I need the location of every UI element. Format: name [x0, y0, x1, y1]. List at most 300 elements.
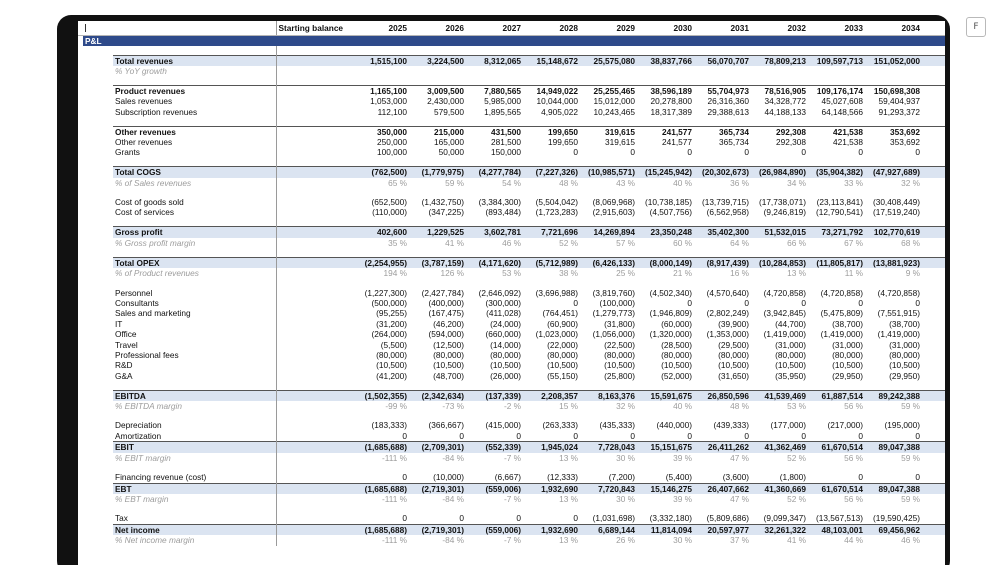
row-label[interactable]: Office — [113, 329, 276, 339]
value-cell[interactable]: 102,770,619 — [865, 227, 922, 238]
value-cell[interactable]: 59,404,937 — [878, 96, 920, 107]
value-cell[interactable]: 59 % — [901, 452, 920, 463]
value-cell[interactable] — [922, 137, 945, 147]
value-cell[interactable] — [922, 360, 945, 370]
value-cell[interactable]: 50,000 — [438, 147, 464, 158]
value-cell[interactable]: (26,984,890) — [751, 167, 808, 178]
value-cell[interactable] — [922, 340, 945, 350]
value-cell[interactable]: 26,316,360 — [707, 96, 749, 107]
value-cell[interactable]: 165,000 — [434, 136, 464, 147]
value-cell[interactable]: (31,000) — [832, 339, 863, 350]
value-cell[interactable] — [276, 371, 354, 381]
value-cell[interactable]: 15 % — [559, 401, 578, 412]
value-cell[interactable]: (28,500) — [661, 339, 692, 350]
value-cell[interactable]: 292,308 — [751, 126, 808, 137]
value-cell[interactable]: (764,451) — [542, 308, 578, 319]
value-cell[interactable]: (60,000) — [661, 318, 692, 329]
value-cell[interactable]: (13,881,923) — [865, 257, 922, 268]
value-cell[interactable]: 250,000 — [377, 136, 407, 147]
value-cell[interactable]: -2 % — [503, 401, 521, 412]
row-label[interactable]: Other revenues — [113, 126, 276, 137]
row-label[interactable]: % EBT margin — [113, 494, 276, 504]
value-cell[interactable]: (25,800) — [604, 370, 635, 381]
value-cell[interactable]: (2,915,603) — [592, 207, 635, 218]
value-cell[interactable]: 53 % — [787, 401, 806, 412]
value-cell[interactable]: 15,012,000 — [593, 96, 635, 107]
value-cell[interactable]: (5,475,809) — [820, 308, 863, 319]
value-cell[interactable]: (4,277,784) — [466, 167, 523, 178]
value-cell[interactable]: 61,670,514 — [808, 483, 865, 494]
value-cell[interactable]: (1,723,283) — [535, 207, 578, 218]
value-cell[interactable]: (1,685,688) — [354, 524, 409, 535]
value-cell[interactable]: 45,027,608 — [821, 96, 863, 107]
value-cell[interactable]: -84 % — [442, 493, 464, 504]
value-cell[interactable] — [276, 85, 354, 96]
value-cell[interactable]: 34 % — [787, 177, 806, 188]
value-cell[interactable]: (11,805,817) — [808, 257, 865, 268]
row-label[interactable]: % EBITDA margin — [113, 401, 276, 411]
value-cell[interactable]: (48,700) — [433, 370, 464, 381]
value-cell[interactable]: 0 — [459, 430, 464, 441]
value-cell[interactable] — [276, 66, 354, 76]
value-cell[interactable] — [276, 298, 354, 308]
value-cell[interactable]: 8,312,065 — [466, 55, 523, 66]
value-cell[interactable] — [922, 401, 945, 411]
row-label[interactable]: Consultants — [113, 298, 276, 308]
value-cell[interactable]: 56 % — [844, 493, 863, 504]
row-label[interactable]: Travel — [113, 340, 276, 350]
value-cell[interactable]: 1,053,000 — [370, 96, 407, 107]
value-cell[interactable]: 48,103,001 — [808, 524, 865, 535]
value-cell[interactable]: 41,360,669 — [751, 483, 808, 494]
value-cell[interactable]: 29,388,613 — [707, 106, 749, 117]
value-cell[interactable]: (38,700) — [832, 318, 863, 329]
row-label[interactable]: Other revenues — [113, 137, 276, 147]
value-cell[interactable]: (594,000) — [428, 329, 464, 340]
value-cell[interactable]: 3,224,500 — [409, 55, 466, 66]
value-cell[interactable] — [276, 340, 354, 350]
value-cell[interactable] — [637, 66, 694, 76]
value-cell[interactable]: 6,689,144 — [580, 524, 637, 535]
value-cell[interactable]: 35,402,300 — [694, 227, 751, 238]
value-cell[interactable] — [276, 401, 354, 411]
value-cell[interactable]: (10,500) — [490, 360, 521, 371]
value-cell[interactable]: (10,284,853) — [751, 257, 808, 268]
value-cell[interactable]: 0 — [915, 147, 920, 158]
value-cell[interactable]: (47,927,689) — [865, 167, 922, 178]
value-cell[interactable]: (660,000) — [485, 329, 521, 340]
row-label[interactable]: EBITDA — [113, 390, 276, 401]
value-cell[interactable]: 73,271,792 — [808, 227, 865, 238]
value-cell[interactable] — [276, 137, 354, 147]
value-cell[interactable]: 78,516,905 — [751, 85, 808, 96]
value-cell[interactable]: 30 % — [616, 452, 635, 463]
value-cell[interactable]: 215,000 — [409, 126, 466, 137]
value-cell[interactable]: (217,000) — [827, 420, 863, 431]
value-cell[interactable]: 7,880,565 — [466, 85, 523, 96]
row-label[interactable]: Cost of goods sold — [113, 197, 276, 207]
value-cell[interactable]: (13,739,715) — [701, 197, 749, 208]
value-cell[interactable]: (8,069,968) — [592, 197, 635, 208]
value-cell[interactable]: 41,539,469 — [751, 390, 808, 401]
value-cell[interactable]: 38 % — [559, 268, 578, 279]
value-cell[interactable] — [922, 535, 945, 545]
value-cell[interactable]: 64,148,566 — [821, 106, 863, 117]
value-cell[interactable]: -7 % — [503, 452, 521, 463]
value-cell[interactable]: 241,577 — [637, 126, 694, 137]
value-cell[interactable]: (4,720,858) — [763, 287, 806, 298]
value-cell[interactable]: -111 % — [381, 535, 407, 546]
value-cell[interactable]: (2,709,301) — [409, 442, 466, 453]
value-cell[interactable]: (2,254,955) — [354, 257, 409, 268]
value-cell[interactable]: 61,670,514 — [808, 442, 865, 453]
value-cell[interactable] — [922, 472, 945, 483]
value-cell[interactable]: (60,900) — [547, 318, 578, 329]
value-cell[interactable]: (46,200) — [433, 318, 464, 329]
row-label[interactable]: Sales and marketing — [113, 308, 276, 318]
value-cell[interactable]: 60 % — [673, 237, 692, 248]
value-cell[interactable]: 59 % — [445, 177, 464, 188]
value-cell[interactable]: 78,809,213 — [751, 55, 808, 66]
value-cell[interactable]: (1,419,000) — [820, 329, 863, 340]
value-cell[interactable]: (80,000) — [775, 349, 806, 360]
value-cell[interactable]: 0 — [915, 297, 920, 308]
value-cell[interactable]: 14,269,894 — [580, 227, 637, 238]
value-cell[interactable] — [808, 66, 865, 76]
value-cell[interactable]: (10,500) — [718, 360, 749, 371]
value-cell[interactable]: 0 — [801, 147, 806, 158]
value-cell[interactable]: 38,837,766 — [637, 55, 694, 66]
value-cell[interactable]: 69,456,962 — [865, 524, 922, 535]
value-cell[interactable]: (19,590,425) — [872, 513, 920, 524]
value-cell[interactable]: (31,000) — [775, 339, 806, 350]
value-cell[interactable]: 353,692 — [865, 126, 922, 137]
value-cell[interactable]: 15,151,675 — [637, 442, 694, 453]
value-cell[interactable]: (1,227,300) — [364, 287, 407, 298]
value-cell[interactable]: 0 — [744, 430, 749, 441]
value-cell[interactable]: (1,056,000) — [592, 329, 635, 340]
row-label[interactable]: Cost of services — [113, 207, 276, 217]
value-cell[interactable] — [276, 483, 354, 494]
value-cell[interactable]: (652,500) — [371, 197, 407, 208]
value-cell[interactable]: (80,000) — [604, 349, 635, 360]
value-cell[interactable]: (6,426,133) — [580, 257, 637, 268]
value-cell[interactable]: 44 % — [844, 535, 863, 546]
value-cell[interactable]: 20,278,800 — [650, 96, 692, 107]
value-cell[interactable] — [276, 167, 354, 178]
value-cell[interactable] — [466, 66, 523, 76]
value-cell[interactable]: (6,562,958) — [706, 207, 749, 218]
value-cell[interactable]: (20,302,673) — [694, 167, 751, 178]
value-cell[interactable]: (137,339) — [466, 390, 523, 401]
value-cell[interactable]: 61,887,514 — [808, 390, 865, 401]
value-cell[interactable]: 56 % — [844, 401, 863, 412]
value-cell[interactable]: 241,577 — [662, 136, 692, 147]
value-cell[interactable]: 1,229,525 — [409, 227, 466, 238]
value-cell[interactable]: -99 % — [385, 401, 407, 412]
value-cell[interactable]: (1,685,688) — [354, 483, 409, 494]
value-cell[interactable]: (10,500) — [604, 360, 635, 371]
value-cell[interactable]: (195,000) — [884, 420, 920, 431]
value-cell[interactable] — [922, 167, 945, 178]
value-cell[interactable]: (9,099,347) — [763, 513, 806, 524]
value-cell[interactable] — [922, 390, 945, 401]
value-cell[interactable]: (1,023,000) — [535, 329, 578, 340]
value-cell[interactable]: 13 % — [559, 452, 578, 463]
value-cell[interactable] — [922, 126, 945, 137]
value-cell[interactable] — [276, 126, 354, 137]
value-cell[interactable]: (110,000) — [372, 207, 407, 218]
value-cell[interactable] — [922, 298, 945, 308]
value-cell[interactable] — [276, 524, 354, 535]
value-cell[interactable]: 55,704,973 — [694, 85, 751, 96]
value-cell[interactable]: 0 — [744, 147, 749, 158]
value-cell[interactable]: 281,500 — [491, 136, 521, 147]
value-cell[interactable] — [276, 494, 354, 504]
value-cell[interactable]: (31,200) — [376, 318, 407, 329]
value-cell[interactable]: 25,575,080 — [580, 55, 637, 66]
value-cell[interactable]: (1,800) — [779, 472, 806, 483]
value-cell[interactable]: 15,591,675 — [637, 390, 694, 401]
value-cell[interactable] — [694, 66, 751, 76]
value-cell[interactable]: 0 — [516, 430, 521, 441]
value-cell[interactable] — [922, 350, 945, 360]
value-cell[interactable]: (10,500) — [433, 360, 464, 371]
value-cell[interactable] — [922, 494, 945, 504]
value-cell[interactable]: 52 % — [559, 237, 578, 248]
value-cell[interactable] — [276, 207, 354, 217]
value-cell[interactable]: 1,945,024 — [523, 442, 580, 453]
value-cell[interactable]: 68 % — [901, 237, 920, 248]
value-cell[interactable]: 0 — [402, 472, 407, 483]
value-cell[interactable]: 26,411,262 — [694, 442, 751, 453]
row-label[interactable]: Professional fees — [113, 350, 276, 360]
value-cell[interactable]: 0 — [858, 147, 863, 158]
value-cell[interactable]: 7,720,843 — [580, 483, 637, 494]
value-cell[interactable]: 91,293,372 — [878, 106, 920, 117]
value-cell[interactable]: (415,000) — [485, 420, 521, 431]
value-cell[interactable]: (29,950) — [832, 370, 863, 381]
value-cell[interactable] — [922, 268, 945, 278]
row-label[interactable]: Sales revenues — [113, 96, 276, 106]
value-cell[interactable]: 0 — [687, 297, 692, 308]
value-cell[interactable]: 57 % — [616, 237, 635, 248]
value-cell[interactable]: (10,500) — [775, 360, 806, 371]
row-label[interactable]: % Net income margin — [113, 535, 276, 545]
value-cell[interactable]: (4,502,340) — [649, 287, 692, 298]
row-label[interactable]: % of Sales revenues — [113, 178, 276, 188]
value-cell[interactable]: (400,000) — [428, 297, 464, 308]
value-cell[interactable]: (23,113,841) — [816, 197, 863, 208]
value-cell[interactable]: 51,532,015 — [751, 227, 808, 238]
value-cell[interactable]: (1,946,809) — [649, 308, 692, 319]
value-cell[interactable]: 13 % — [559, 493, 578, 504]
value-cell[interactable]: (439,333) — [713, 420, 749, 431]
value-cell[interactable]: (80,000) — [832, 349, 863, 360]
row-label[interactable]: Amortization — [113, 431, 276, 442]
row-label[interactable]: % YoY growth — [113, 66, 276, 76]
value-cell[interactable] — [276, 107, 354, 117]
value-cell[interactable]: (10,500) — [547, 360, 578, 371]
value-cell[interactable]: (38,700) — [889, 318, 920, 329]
row-label[interactable]: % EBIT margin — [113, 453, 276, 463]
value-cell[interactable] — [922, 524, 945, 535]
value-cell[interactable]: 2,430,000 — [427, 96, 464, 107]
value-cell[interactable]: (4,171,620) — [466, 257, 523, 268]
value-cell[interactable] — [922, 107, 945, 117]
value-cell[interactable]: (24,000) — [490, 318, 521, 329]
value-cell[interactable]: 0 — [630, 147, 635, 158]
value-cell[interactable]: (2,802,249) — [706, 308, 749, 319]
value-cell[interactable]: 199,650 — [523, 126, 580, 137]
value-cell[interactable]: 0 — [573, 297, 578, 308]
value-cell[interactable]: (1,685,688) — [354, 442, 409, 453]
value-cell[interactable]: 52 % — [787, 452, 806, 463]
value-cell[interactable]: (14,000) — [490, 339, 521, 350]
value-cell[interactable]: 421,538 — [808, 126, 865, 137]
value-cell[interactable]: 350,000 — [354, 126, 409, 137]
value-cell[interactable]: 25 % — [616, 268, 635, 279]
value-cell[interactable]: 402,600 — [354, 227, 409, 238]
value-cell[interactable]: -73 % — [442, 401, 464, 412]
value-cell[interactable]: 126 % — [440, 268, 464, 279]
value-cell[interactable]: 43 % — [616, 177, 635, 188]
value-cell[interactable] — [276, 442, 354, 453]
value-cell[interactable] — [276, 257, 354, 268]
value-cell[interactable] — [922, 85, 945, 96]
value-cell[interactable]: (80,000) — [547, 349, 578, 360]
value-cell[interactable]: (435,333) — [599, 420, 635, 431]
value-cell[interactable] — [922, 207, 945, 217]
value-cell[interactable]: 56,070,707 — [694, 55, 751, 66]
value-cell[interactable]: (1,779,975) — [409, 167, 466, 178]
value-cell[interactable] — [409, 66, 466, 76]
value-cell[interactable]: (10,985,571) — [580, 167, 637, 178]
value-cell[interactable]: (559,006) — [466, 524, 523, 535]
value-cell[interactable]: (30,408,449) — [872, 197, 920, 208]
value-cell[interactable]: 13 % — [787, 268, 806, 279]
value-cell[interactable]: 365,734 — [719, 136, 749, 147]
value-cell[interactable]: 15,148,672 — [523, 55, 580, 66]
value-cell[interactable]: (22,000) — [547, 339, 578, 350]
value-cell[interactable]: 38,596,189 — [637, 85, 694, 96]
value-cell[interactable]: 18,317,389 — [650, 106, 692, 117]
value-cell[interactable]: (17,738,071) — [758, 197, 806, 208]
value-cell[interactable]: (440,000) — [656, 420, 692, 431]
value-cell[interactable] — [751, 66, 808, 76]
value-cell[interactable] — [865, 66, 922, 76]
value-cell[interactable] — [276, 329, 354, 339]
value-cell[interactable] — [922, 227, 945, 238]
value-cell[interactable] — [922, 442, 945, 453]
value-cell[interactable] — [922, 96, 945, 106]
value-cell[interactable]: (10,738,185) — [644, 197, 692, 208]
value-cell[interactable]: 353,692 — [890, 136, 920, 147]
row-label[interactable]: Subscription revenues — [113, 107, 276, 117]
value-cell[interactable]: -111 % — [381, 493, 407, 504]
header-label-cell[interactable] — [113, 21, 276, 35]
value-cell[interactable]: -7 % — [503, 493, 521, 504]
row-label[interactable]: % of Product revenues — [113, 268, 276, 278]
value-cell[interactable]: 431,500 — [466, 126, 523, 137]
value-cell[interactable]: (9,246,819) — [763, 207, 806, 218]
value-cell[interactable] — [276, 288, 354, 298]
column-header[interactable]: 2026 — [409, 21, 466, 35]
value-cell[interactable]: (300,000) — [485, 297, 521, 308]
value-cell[interactable] — [922, 238, 945, 248]
value-cell[interactable]: 109,176,174 — [808, 85, 865, 96]
value-cell[interactable]: 53 % — [502, 268, 521, 279]
value-cell[interactable]: 0 — [915, 472, 920, 483]
value-cell[interactable]: (411,028) — [486, 308, 521, 319]
value-cell[interactable]: 0 — [801, 430, 806, 441]
value-cell[interactable]: 21 % — [673, 268, 692, 279]
value-cell[interactable]: (12,790,541) — [815, 207, 863, 218]
value-cell[interactable]: 365,734 — [694, 126, 751, 137]
row-label[interactable]: Gross profit — [113, 227, 276, 238]
column-header[interactable]: 2032 — [751, 21, 808, 35]
row-label[interactable]: Product revenues — [113, 85, 276, 96]
value-cell[interactable]: (4,720,858) — [877, 287, 920, 298]
value-cell[interactable]: (2,646,092) — [478, 287, 521, 298]
value-cell[interactable]: 35 % — [388, 237, 407, 248]
value-cell[interactable]: 59 % — [901, 493, 920, 504]
value-cell[interactable]: 7,721,696 — [523, 227, 580, 238]
row-label[interactable]: R&D — [113, 360, 276, 370]
column-header[interactable]: 2031 — [694, 21, 751, 35]
value-cell[interactable] — [922, 197, 945, 207]
value-cell[interactable] — [276, 431, 354, 442]
value-cell[interactable] — [922, 513, 945, 524]
value-cell[interactable] — [922, 453, 945, 463]
value-cell[interactable] — [922, 371, 945, 381]
value-cell[interactable]: (44,700) — [775, 318, 806, 329]
value-cell[interactable] — [276, 350, 354, 360]
value-cell[interactable] — [276, 96, 354, 106]
value-cell[interactable]: (35,950) — [775, 370, 806, 381]
value-cell[interactable]: (8,000,149) — [637, 257, 694, 268]
value-cell[interactable]: (3,600) — [722, 472, 749, 483]
value-cell[interactable]: 39 % — [673, 493, 692, 504]
value-cell[interactable]: (7,227,326) — [523, 167, 580, 178]
value-cell[interactable]: 3,009,500 — [409, 85, 466, 96]
row-label[interactable]: EBIT — [113, 442, 276, 453]
value-cell[interactable]: 14,949,022 — [523, 85, 580, 96]
value-cell[interactable]: 44,188,133 — [764, 106, 806, 117]
value-cell[interactable]: 89,242,388 — [865, 390, 922, 401]
value-cell[interactable]: 41,362,469 — [751, 442, 808, 453]
value-cell[interactable] — [276, 268, 354, 278]
value-cell[interactable]: (80,000) — [718, 349, 749, 360]
value-cell[interactable]: 32,261,322 — [751, 524, 808, 535]
value-cell[interactable]: (17,519,240) — [872, 207, 920, 218]
value-cell[interactable]: (100,000) — [599, 297, 635, 308]
value-cell[interactable]: (29,950) — [889, 370, 920, 381]
value-cell[interactable]: (893,484) — [485, 207, 521, 218]
value-cell[interactable] — [276, 147, 354, 157]
value-cell[interactable]: (183,333) — [371, 420, 407, 431]
value-cell[interactable]: (264,000) — [371, 329, 407, 340]
value-cell[interactable]: (4,507,756) — [649, 207, 692, 218]
value-cell[interactable]: 32 % — [901, 177, 920, 188]
column-header[interactable]: 2027 — [466, 21, 523, 35]
value-cell[interactable] — [276, 55, 354, 66]
value-cell[interactable] — [354, 66, 409, 76]
value-cell[interactable]: (26,000) — [490, 370, 521, 381]
value-cell[interactable]: 0 — [630, 430, 635, 441]
value-cell[interactable]: 11,814,094 — [637, 524, 694, 535]
value-cell[interactable]: 89,047,388 — [865, 442, 922, 453]
